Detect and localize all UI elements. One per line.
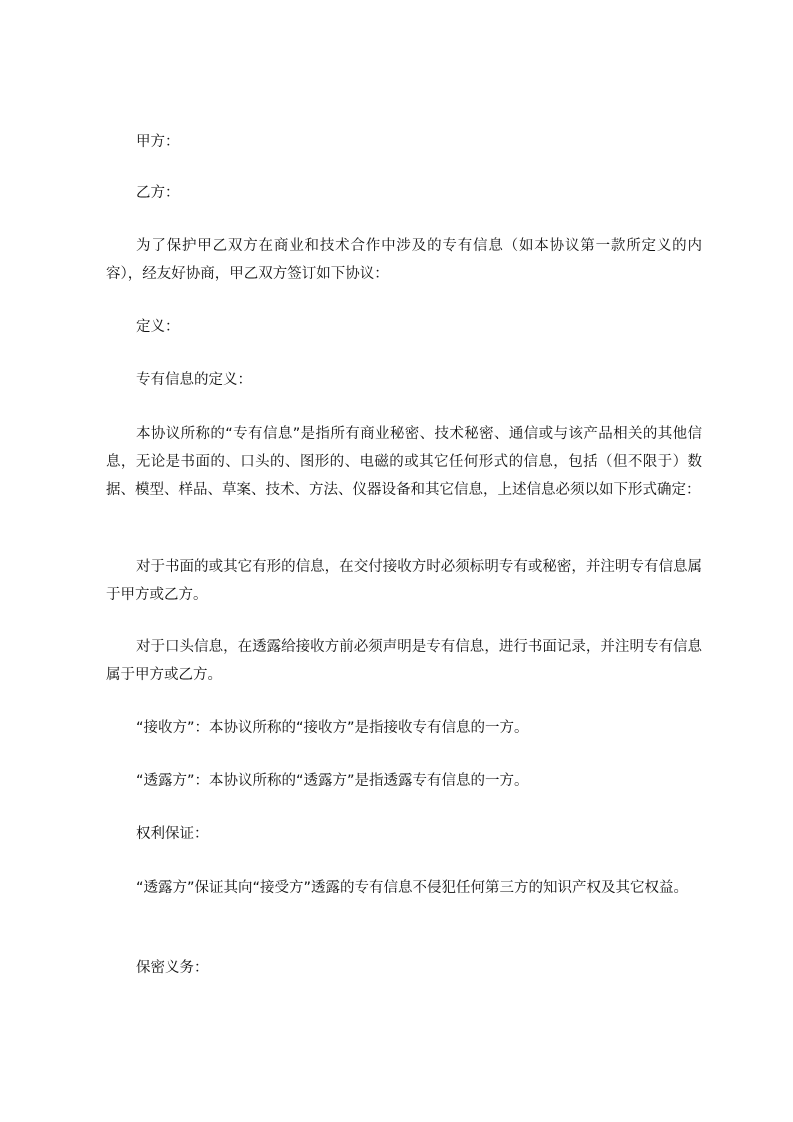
definitions-heading: 定义：: [136, 319, 180, 335]
recipient-definition-paragraph: “接收方”：本协议所称的“接收方”是指接收专有信息的一方。: [136, 720, 529, 736]
party-b-line: 乙方：: [136, 185, 180, 201]
party-a-line: 甲方：: [136, 134, 180, 150]
rights-warranty-heading: 权利保证：: [136, 826, 209, 842]
proprietary-info-definition-heading: 专有信息的定义：: [136, 372, 252, 388]
proprietary-info-definition-paragraph: 本协议所称的“专有信息”是指所有商业秘密、技术秘密、通信或与该产品相关的其他信息，无论是书面的、口头的、图形的、电磁的或其它任何形式的信息，包括（但不限于）数据、模型、样品、草案、技术、方法、仪器设备和其它信息，上述信息必须以如下形式确定：: [106, 426, 702, 498]
written-info-paragraph: 对于书面的或其它有形的信息，在交付接收方时必须标明专有或秘密，并注明专有信息属于甲方或乙方。: [106, 559, 702, 603]
oral-info-paragraph: 对于口头信息，在透露给接收方前必须声明是专有信息，进行书面记录，并注明专有信息属于甲方或乙方。: [106, 639, 702, 683]
discloser-definition-paragraph: “透露方”：本协议所称的“透露方”是指透露专有信息的一方。: [136, 773, 529, 789]
preamble-paragraph: 为了保护甲乙双方在商业和技术合作中涉及的专有信息（如本协议第一款所定义的内容），经友好协商，甲乙双方签订如下协议：: [106, 238, 702, 282]
rights-warranty-paragraph: “透露方”保证其向“接受方”透露的专有信息不侵犯任何第三方的知识产权及其它权益。: [136, 880, 689, 896]
confidentiality-obligation-heading: 保密义务：: [136, 960, 209, 976]
